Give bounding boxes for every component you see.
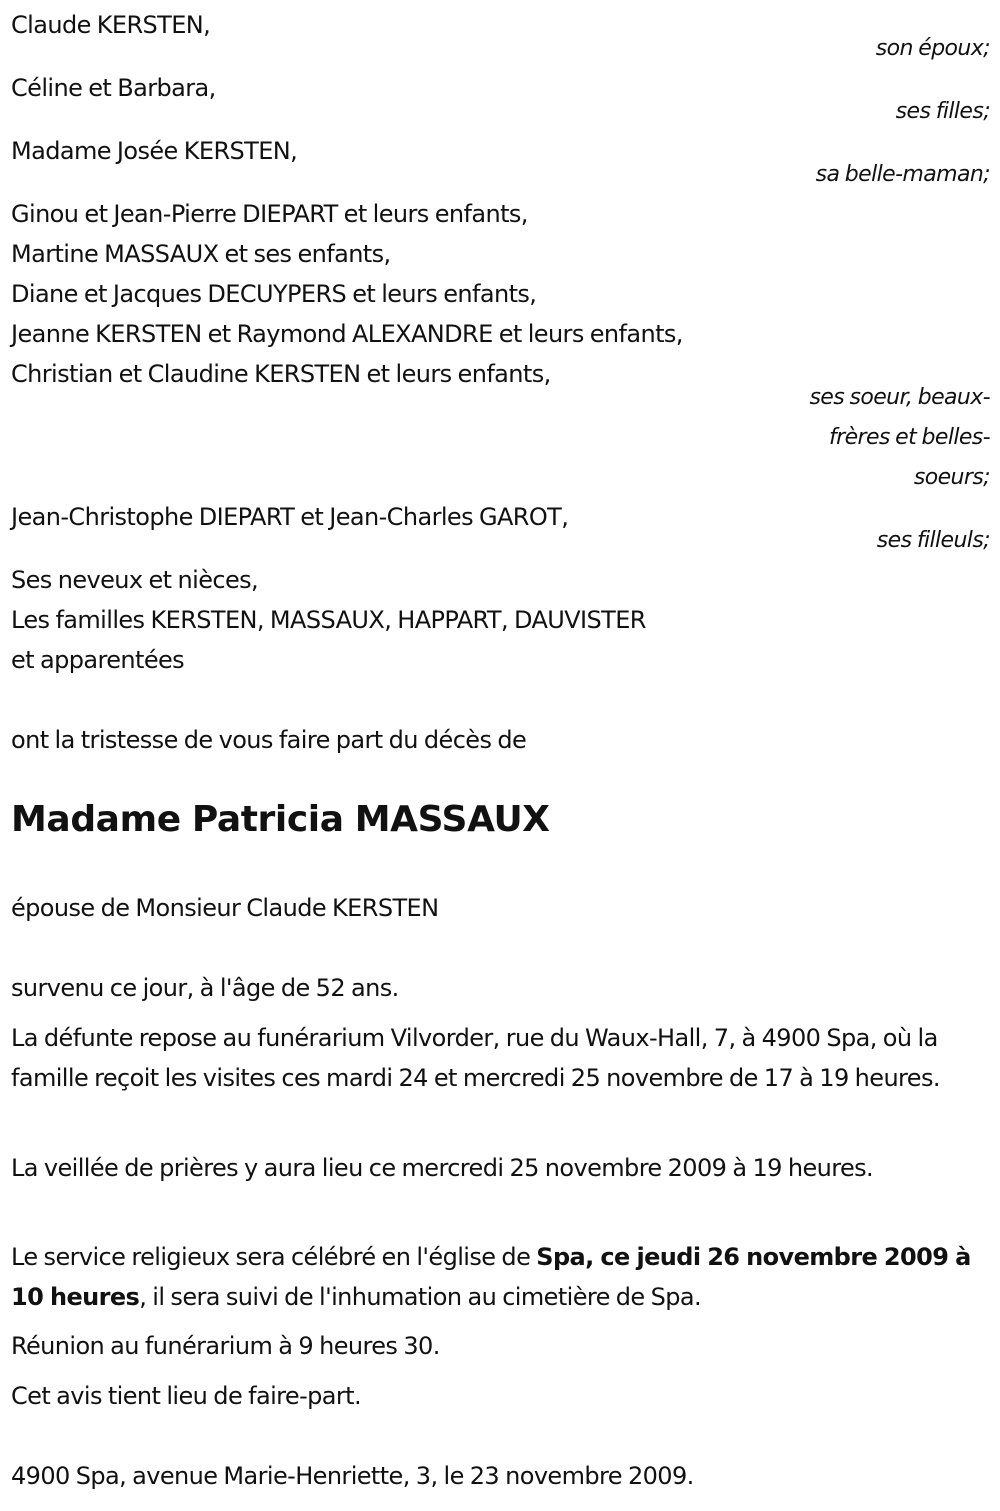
relation-label: son époux;	[875, 36, 990, 61]
announcement-text: ont la tristesse de vous faire part du décès de	[11, 726, 527, 754]
spouse-line: épouse de Monsieur Claude KERSTEN	[11, 894, 439, 922]
relative-name: Diane et Jacques DECUYPERS et leurs enfants,	[11, 280, 537, 308]
relation-label: soeurs;	[913, 465, 990, 490]
relative-name: Céline et Barbara,	[11, 74, 216, 102]
relation-label: ses filles;	[895, 99, 990, 124]
relative-name: Martine MASSAUX et ses enfants,	[11, 240, 391, 268]
relation-label: ses filleuls;	[876, 528, 990, 553]
relative-name: Madame Josée KERSTEN,	[11, 137, 298, 165]
relation-label: ses soeur, beaux-	[809, 385, 990, 410]
relation-label: frères et belles-	[829, 425, 990, 450]
meeting-paragraph: Réunion au funérarium à 9 heures 30.	[11, 1332, 440, 1360]
relative-name: Jean-Christophe DIEPART et Jean-Charles GAROT,	[11, 503, 569, 531]
service-suffix: , il sera suivi de l'inhumation au cimetière de Spa.	[139, 1283, 702, 1311]
relative-name: Ginou et Jean-Pierre DIEPART et leurs enfants,	[11, 200, 528, 228]
notice-paragraph: Cet avis tient lieu de faire-part.	[11, 1382, 361, 1410]
relative-name: Jeanne KERSTEN et Raymond ALEXANDRE et leurs enfants,	[11, 320, 683, 348]
relative-name: Claude KERSTEN,	[11, 11, 211, 39]
relative-name: Christian et Claudine KERSTEN et leurs enfants,	[11, 360, 551, 388]
relation-label: sa belle-maman;	[815, 162, 990, 187]
age-line: survenu ce jour, à l'âge de 52 ans.	[11, 974, 399, 1002]
vigil-paragraph: La veillée de prières y aura lieu ce mercredi 25 novembre 2009 à 19 heures.	[11, 1154, 874, 1182]
relative-name: et apparentées	[11, 646, 185, 674]
deceased-name: Madame Patricia MASSAUX	[11, 799, 550, 840]
funerarium-paragraph: La défunte repose au funérarium Vilvorder, rue du Waux-Hall, 7, à 4900 Spa, où la famille reçoit les visites ces mardi 24 et mercredi 25 novembre de 17 à 19 heures.	[11, 1024, 940, 1092]
relative-name: Ses neveux et nièces,	[11, 566, 259, 594]
service-paragraph	[11, 1237, 996, 1317]
service-prefix: Le service religieux sera célébré en l'église de	[11, 1243, 537, 1271]
footer-address-date: 4900 Spa, avenue Marie-Henriette, 3, le 23 novembre 2009.	[11, 1462, 694, 1490]
relative-name: Les familles KERSTEN, MASSAUX, HAPPART, DAUVISTER	[11, 606, 646, 634]
service-date: Spa, ce jeudi 26 novembre 2009 à 10 heures	[11, 1243, 971, 1311]
